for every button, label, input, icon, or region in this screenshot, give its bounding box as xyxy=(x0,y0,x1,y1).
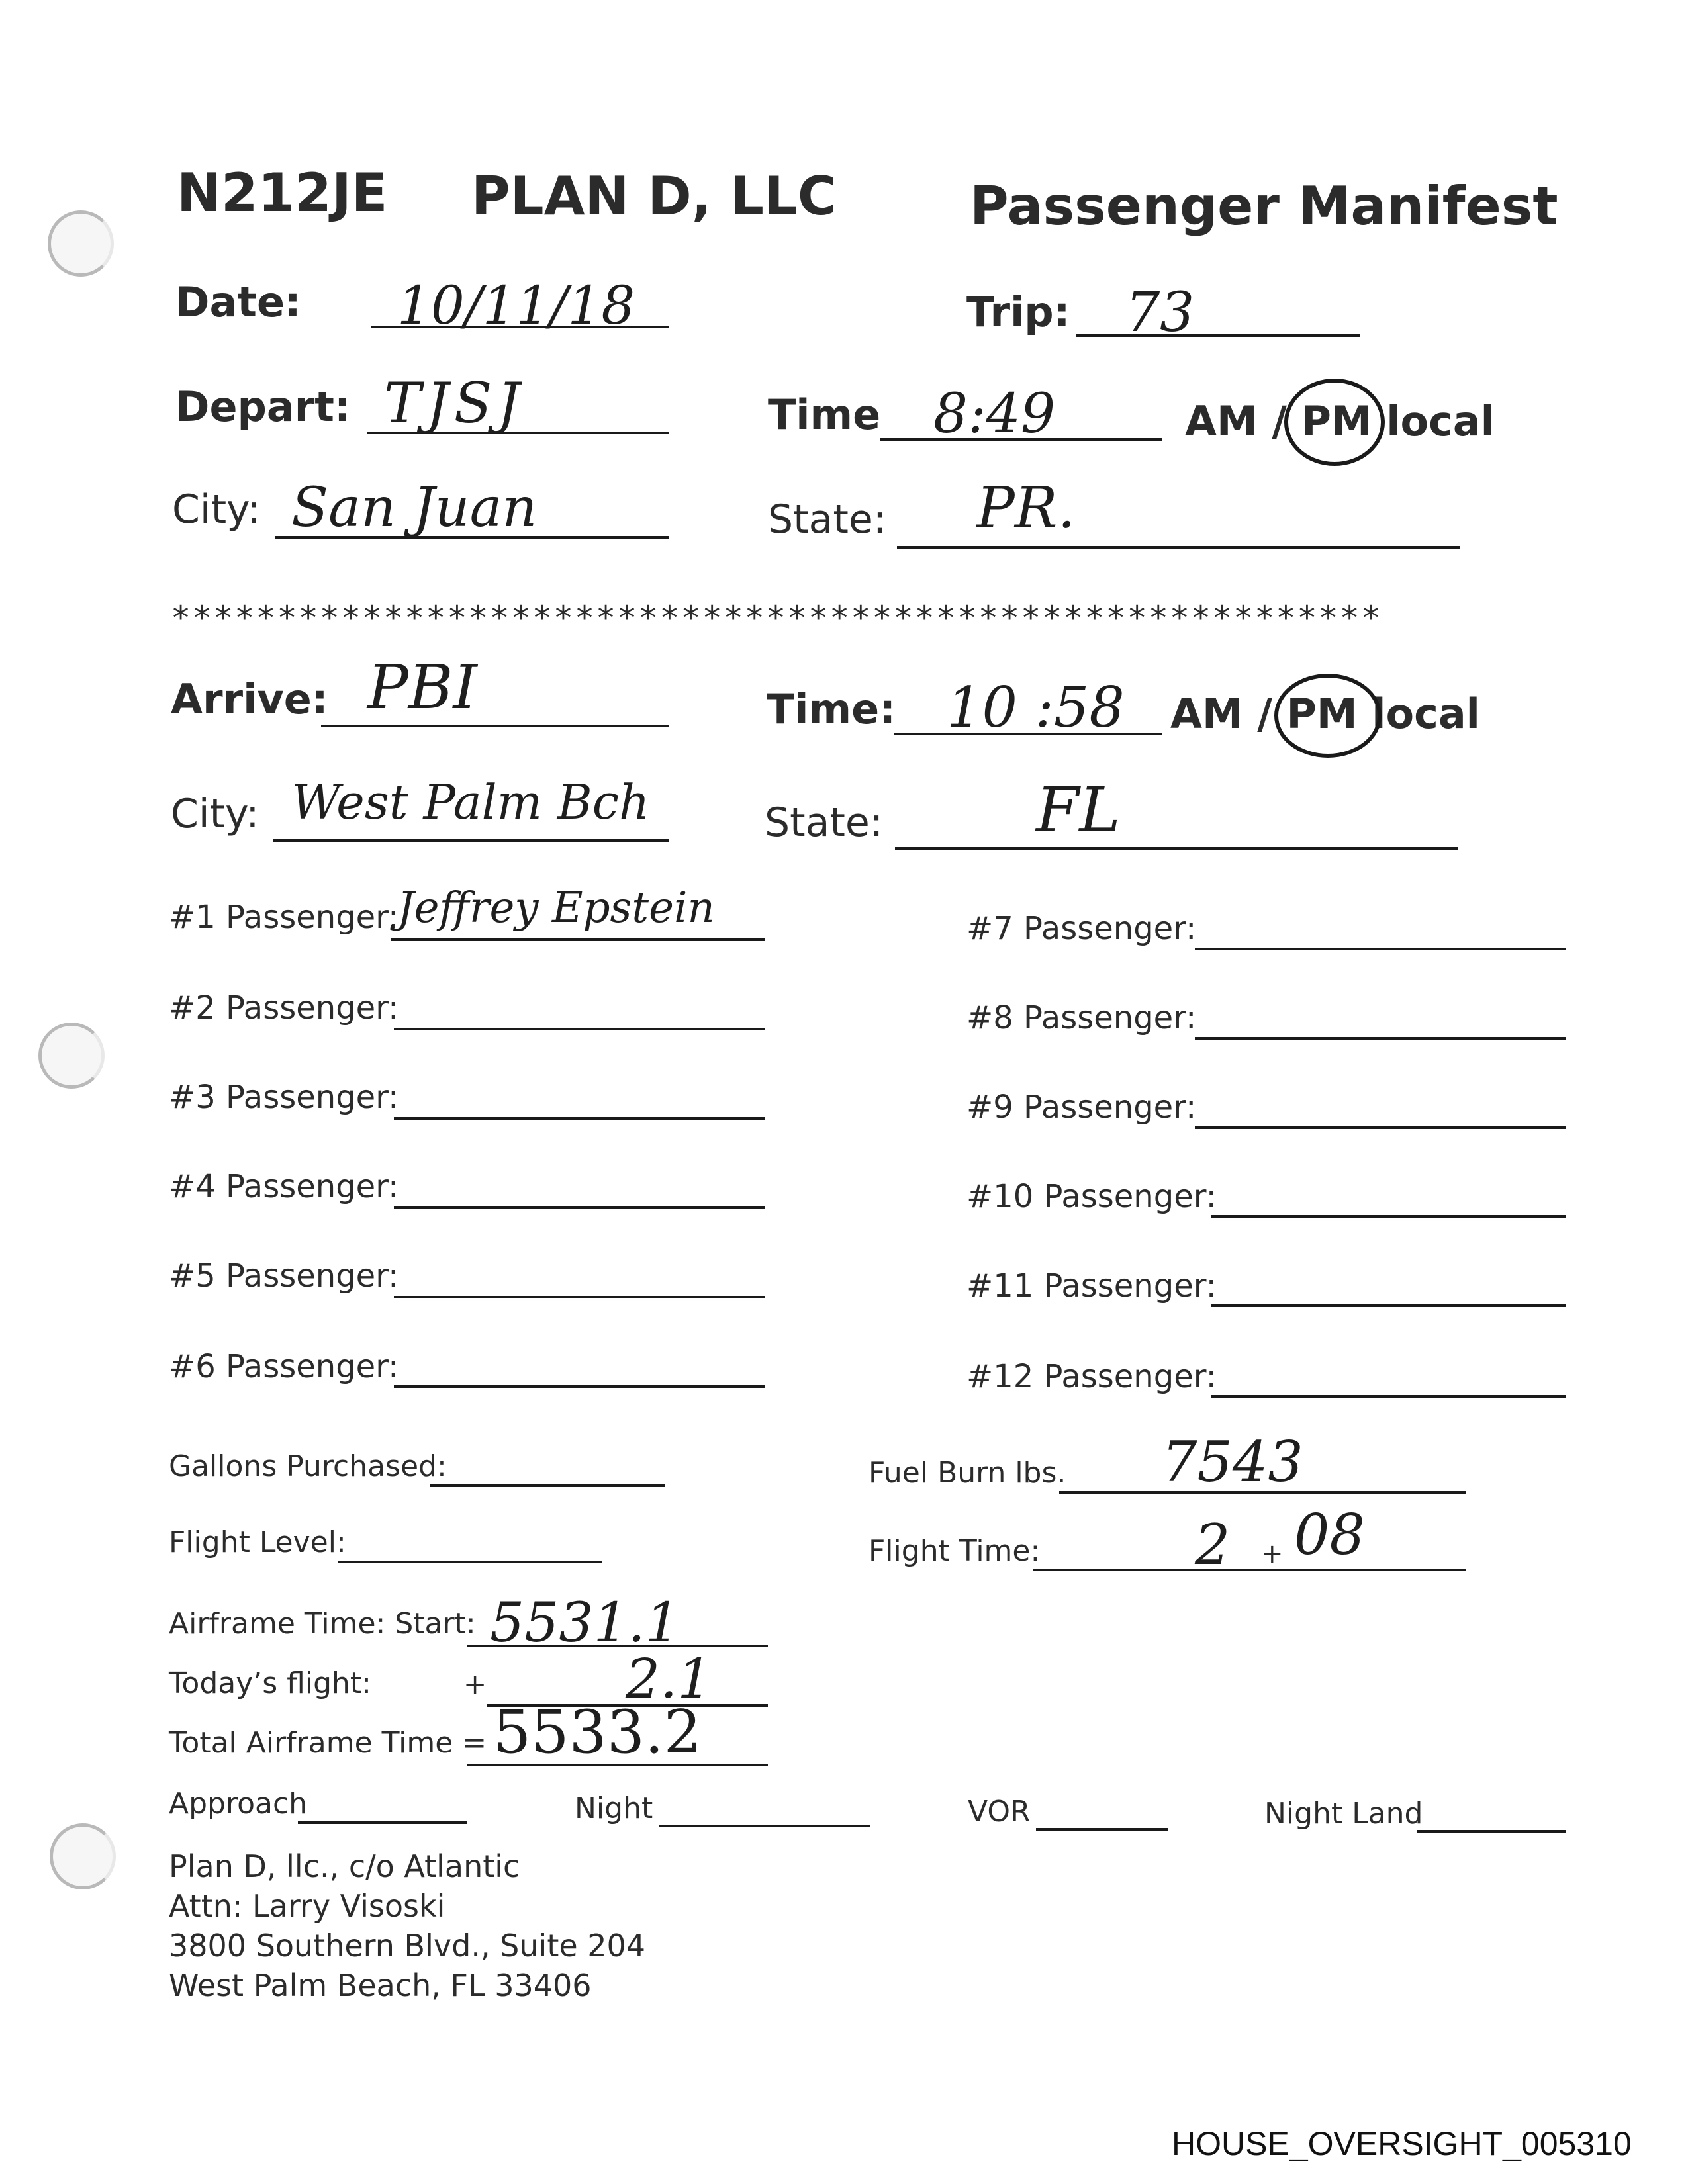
depart-state-label: State: xyxy=(768,496,887,543)
arrive-label: Arrive: xyxy=(171,675,328,723)
depart-state-field[interactable] xyxy=(897,546,1460,549)
depart-pm-circle xyxy=(1284,379,1385,466)
arrive-value: PBI xyxy=(367,652,477,723)
passenger-2-label: #2 Passenger: xyxy=(169,989,399,1026)
bates-number: HOUSE_OVERSIGHT_005310 xyxy=(1172,2125,1632,2162)
flight-time-field[interactable] xyxy=(1033,1569,1466,1571)
trip-field[interactable] xyxy=(1076,334,1360,337)
total-airframe-label: Total Airframe Time = xyxy=(169,1726,487,1760)
flight-level-field[interactable] xyxy=(338,1561,602,1563)
tail-number: N212JE xyxy=(177,162,388,224)
vor-label: VOR xyxy=(968,1795,1031,1829)
fuel-burn-value: 7543 xyxy=(1162,1430,1303,1494)
address-line-3: 3800 Southern Blvd., Suite 204 xyxy=(169,1928,646,1964)
passenger-7-label: #7 Passenger: xyxy=(966,910,1197,947)
todays-flight-label: Today’s flight: xyxy=(169,1666,371,1700)
passenger-5-field[interactable] xyxy=(394,1296,765,1298)
airframe-start-value: 5531.1 xyxy=(490,1592,680,1655)
passenger-1-field[interactable] xyxy=(391,938,765,941)
fuel-burn-label: Fuel Burn lbs. xyxy=(868,1456,1066,1490)
binder-hole-top xyxy=(48,210,114,277)
arrive-time-value: 10 :58 xyxy=(947,675,1125,740)
arrive-time-label: Time: xyxy=(767,685,896,733)
trip-label: Trip: xyxy=(966,288,1070,336)
depart-time-label: Time xyxy=(768,390,881,439)
gallons-purchased-field[interactable] xyxy=(430,1484,665,1487)
passenger-12-label: #12 Passenger: xyxy=(966,1358,1217,1395)
passenger-6-label: #6 Passenger: xyxy=(169,1348,399,1385)
total-airframe-value: 5533.2 xyxy=(493,1698,702,1767)
passenger-8-field[interactable] xyxy=(1195,1037,1566,1040)
date-value: 10/11/18 xyxy=(397,275,635,336)
passenger-6-field[interactable] xyxy=(394,1385,765,1388)
flight-time-plus: + xyxy=(1261,1539,1284,1569)
arrive-city-field[interactable] xyxy=(273,839,669,842)
passenger-10-field[interactable] xyxy=(1211,1215,1566,1218)
passenger-1-label: #1 Passenger: xyxy=(169,899,399,936)
passenger-4-label: #4 Passenger: xyxy=(169,1168,399,1205)
passenger-4-field[interactable] xyxy=(394,1206,765,1209)
vor-field[interactable] xyxy=(1036,1828,1168,1831)
todays-flight-plus: + xyxy=(463,1668,487,1700)
arrive-city-value: West Palm Bch xyxy=(291,774,650,830)
todays-flight-value: 2.1 xyxy=(626,1648,712,1711)
section-separator: ********************************************************* xyxy=(171,599,1382,637)
night-label: Night xyxy=(575,1792,653,1825)
arrive-field[interactable] xyxy=(321,725,669,727)
depart-city-value: San Juan xyxy=(291,477,538,539)
depart-value: TJSJ xyxy=(384,371,525,435)
passenger-8-label: #8 Passenger: xyxy=(966,999,1197,1036)
night-land-field[interactable] xyxy=(1417,1830,1566,1833)
date-label: Date: xyxy=(175,278,301,326)
flight-time-label: Flight Time: xyxy=(868,1534,1041,1568)
passenger-9-field[interactable] xyxy=(1195,1126,1566,1129)
arrive-state-label: State: xyxy=(765,799,884,846)
night-field[interactable] xyxy=(659,1825,870,1827)
passenger-9-label: #9 Passenger: xyxy=(966,1089,1197,1126)
approach-field[interactable] xyxy=(298,1821,467,1824)
depart-time-value: 8:49 xyxy=(933,383,1056,445)
arrive-pm-circle xyxy=(1274,674,1382,758)
arrive-ampm-label: AM / PM local xyxy=(1170,690,1480,738)
passenger-5-label: #5 Passenger: xyxy=(169,1257,399,1295)
depart-label: Depart: xyxy=(175,383,351,431)
flight-time-minutes: 08 xyxy=(1294,1502,1365,1567)
company-name: PLAN D, LLC xyxy=(471,165,837,227)
depart-state-value: PR. xyxy=(976,475,1076,541)
address-line-2: Attn: Larry Visoski xyxy=(169,1888,445,1924)
passenger-2-field[interactable] xyxy=(394,1028,765,1030)
passenger-11-label: #11 Passenger: xyxy=(966,1267,1217,1304)
arrive-city-label: City: xyxy=(171,791,259,837)
passenger-10-label: #10 Passenger: xyxy=(966,1178,1217,1215)
depart-city-label: City: xyxy=(172,486,261,533)
depart-ampm-label: AM / PM local xyxy=(1185,397,1495,445)
passenger-12-field[interactable] xyxy=(1211,1395,1566,1398)
passenger-11-field[interactable] xyxy=(1211,1304,1566,1307)
trip-value: 73 xyxy=(1125,281,1195,344)
page-title: Passenger Manifest xyxy=(970,175,1558,237)
passenger-1-value: Jeffrey Epstein xyxy=(397,884,715,933)
flight-time-hours: 2 xyxy=(1195,1512,1231,1577)
arrive-state-field[interactable] xyxy=(895,847,1458,850)
address-line-4: West Palm Beach, FL 33406 xyxy=(169,1968,592,2003)
airframe-start-label: Airframe Time: Start: xyxy=(169,1607,476,1641)
night-land-label: Night Land xyxy=(1264,1797,1423,1831)
binder-hole-bottom xyxy=(50,1823,116,1889)
passenger-3-label: #3 Passenger: xyxy=(169,1079,399,1116)
gallons-purchased-label: Gallons Purchased: xyxy=(169,1449,447,1483)
passenger-7-field[interactable] xyxy=(1195,948,1566,950)
approach-label: Approach xyxy=(169,1787,308,1821)
passenger-3-field[interactable] xyxy=(394,1117,765,1120)
address-line-1: Plan D, llc., c/o Atlantic xyxy=(169,1848,520,1884)
binder-hole-middle xyxy=(38,1023,105,1089)
flight-level-label: Flight Level: xyxy=(169,1525,346,1559)
arrive-state-value: FL xyxy=(1036,774,1121,846)
address-block xyxy=(169,1846,645,2005)
